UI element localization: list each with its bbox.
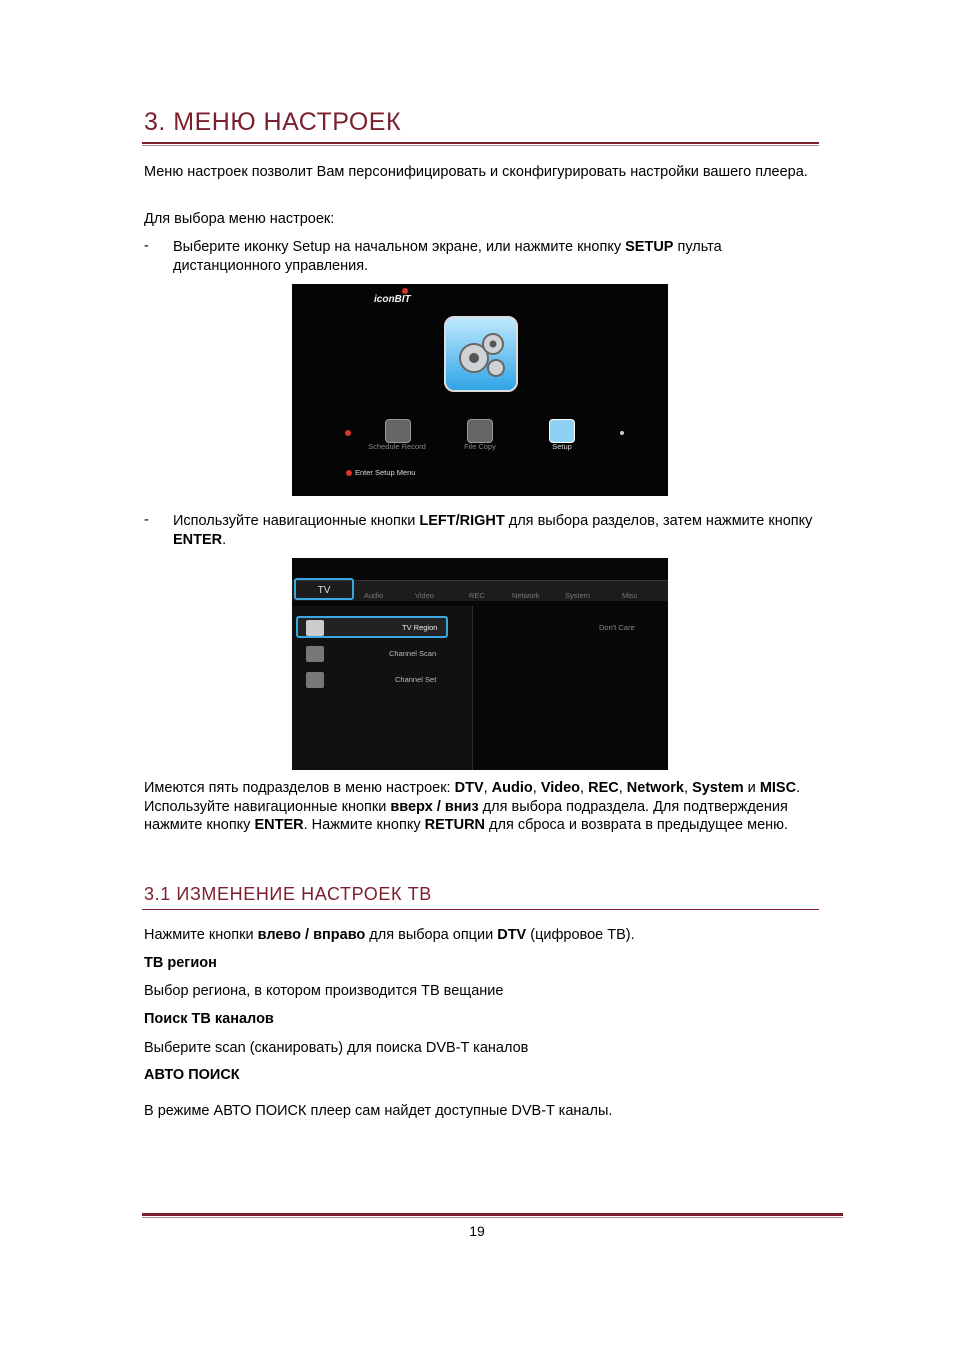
bullet-dash-2: - bbox=[144, 512, 149, 528]
file-copy-icon bbox=[467, 419, 493, 443]
section-heading: 3.1 ИЗМЕНЕНИЕ НАСТРОЕК ТВ bbox=[144, 884, 432, 904]
menu-tv-region: TV Region bbox=[402, 623, 438, 632]
step-1: Выберите иконку Setup на начальном экране, или нажмите кнопку SETUP пульта дистанционного управления. bbox=[173, 239, 722, 274]
enter-setup-hint: Enter Setup Menu bbox=[355, 468, 416, 477]
auto-title: АВТО ПОИСК bbox=[144, 1067, 240, 1083]
tv-region-icon bbox=[306, 620, 324, 636]
setup-label: Setup bbox=[552, 442, 572, 451]
step-2: Используйте навигационные кнопки LEFT/RIGHT для выбора разделов, затем нажмите кнопку ENTER. bbox=[173, 513, 813, 548]
satellite-dish-icon bbox=[306, 646, 324, 662]
press-paragraph: Нажмите кнопки влево / вправо для выбора опции DTV (цифровое ТВ). bbox=[144, 927, 635, 943]
footer-rule-thin bbox=[142, 1217, 843, 1218]
select-paragraph: Для выбора меню настроек: bbox=[144, 211, 335, 227]
intro-paragraph: Меню настроек позволит Вам персонифицировать и сконфигурировать настройки вашего плеера. bbox=[144, 164, 808, 180]
tv-region-value: Don't Care bbox=[599, 623, 635, 632]
menu-channel-scan: Channel Scan bbox=[389, 649, 437, 658]
page-title: 3. МЕНЮ НАСТРОЕК bbox=[144, 108, 402, 136]
title-rule-thin bbox=[142, 145, 819, 146]
menu-channel-set: Channel Set bbox=[395, 675, 437, 684]
scan-title: Поиск ТВ каналов bbox=[144, 1011, 274, 1027]
bullet-dash-1: - bbox=[144, 238, 149, 254]
home-screen-screenshot bbox=[292, 284, 668, 496]
scan-text: Выберите scan (сканировать) для поиска DVB-T каналов bbox=[144, 1040, 529, 1056]
tab-misc: Misc bbox=[622, 591, 638, 600]
auto-text: В режиме АВТО ПОИСК плеер сам найдет доступные DVB-T каналы. bbox=[144, 1103, 613, 1119]
logo-dot-icon bbox=[402, 288, 408, 294]
page-number: 19 bbox=[469, 1223, 485, 1239]
title-rule bbox=[142, 142, 819, 144]
right-arrow-icon bbox=[620, 431, 624, 435]
tab-audio: Audio bbox=[364, 591, 384, 600]
footer-rule bbox=[142, 1213, 843, 1216]
tv-region-title: ТВ регион bbox=[144, 955, 217, 971]
setup-gear-icon bbox=[444, 316, 518, 392]
schedule-record-icon bbox=[385, 419, 411, 443]
enter-button-icon bbox=[346, 470, 352, 476]
file-copy-label: File Copy bbox=[464, 442, 496, 451]
tab-video: Video bbox=[415, 591, 435, 600]
tab-rec: REC bbox=[469, 591, 485, 600]
tab-network: Network bbox=[512, 591, 540, 600]
subsections-paragraph: Имеются пять подразделов в меню настроек: DTV, Audio, Video, REC, Network, System и MISC. Используйте навигационные кнопки вверх / вниз для выбора подраздела. Для подтверждения нажмите кнопку ENTER. Нажмите кнопку RETURN для сброса и возврата в предыдущее меню. bbox=[144, 780, 801, 833]
tab-system: System bbox=[565, 591, 591, 600]
channel-set-icon bbox=[306, 672, 324, 688]
tv-region-text: Выбор региона, в котором производится ТВ вещание bbox=[144, 983, 504, 999]
schedule-record-label: Schedule Record bbox=[368, 442, 426, 451]
tab-tv: TV bbox=[294, 578, 354, 600]
left-arrow-icon bbox=[345, 430, 351, 436]
setup-small-icon bbox=[549, 419, 575, 443]
brand-logo: iconBIT bbox=[374, 294, 411, 305]
section-rule bbox=[142, 909, 819, 910]
setup-menu-screenshot bbox=[292, 558, 668, 770]
